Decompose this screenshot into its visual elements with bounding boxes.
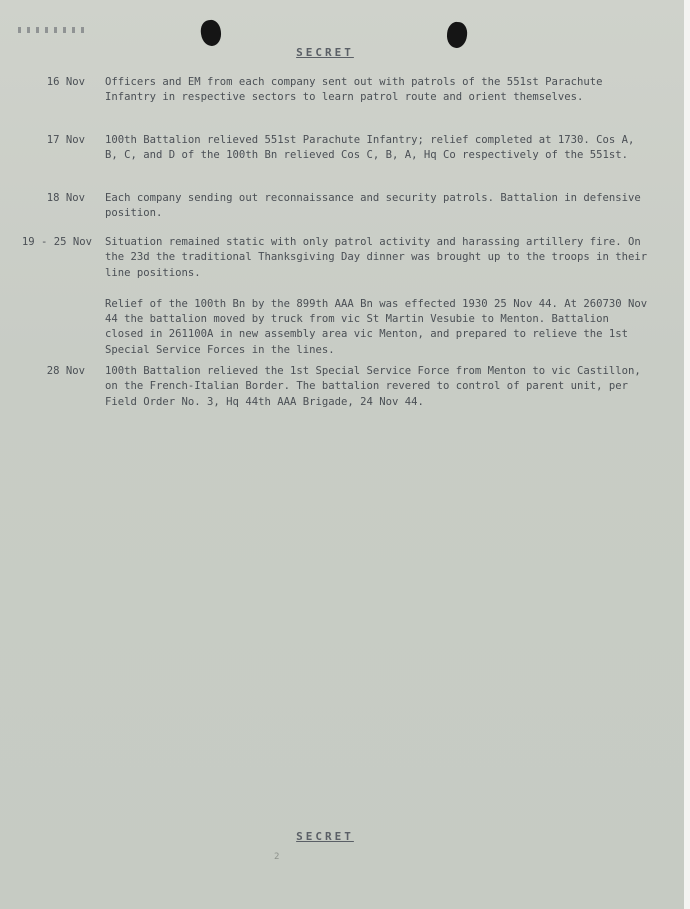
entry-date: 18 Nov [46,192,85,204]
entry-paragraph: 100th Battalion relieved 551st Parachute Infantry; relief completed at 1730. Cos A, B, C, and D of the 100th Bn relieved Cos C, B, A, Hq Co respectively of the 551st. [105,134,635,162]
punch-hole-left [199,19,222,48]
entry-date: 16 Nov [46,76,85,88]
entry-date: 28 Nov [46,365,85,377]
entry-paragraph: 100th Battalion relieved the 1st Special Service Force from Menton to vic Castillon, on the French-Italian Border. The battalion revered to control of parent unit, per Field Order No. 3, Hq 44th AAA Brigade, 24 Nov 44. [105,365,641,408]
page-number: 2 [274,852,280,862]
punch-hole-right [446,21,469,49]
page-edge [684,0,690,909]
entry-paragraph: Situation remained static with only patrol activity and harassing artillery fire. On the 23d the traditional Thanksgiving Day dinner was brought up to the troops in their line positions. [105,236,648,279]
entry-text [105,133,650,164]
classification-footer: SECRET [296,830,354,843]
entry-text [105,191,650,222]
classification-header: SECRET [296,46,354,59]
entry-date: 17 Nov [46,134,85,146]
entry-text [105,364,650,410]
entry-paragraph: Relief of the 100th Bn by the 899th AAA Bn was effected 1930 25 Nov 44. At 260730 Nov 44 the battalion moved by truck from vic St Martin Vesubie to Menton. Battalion closed in 261100A in new assembly area vic Menton, and prepared to relieve the 1st Special Service Forces in the lines. [105,297,648,356]
entry-date: 19 - 25 Nov [21,236,92,248]
entry-paragraph: Each company sending out reconnaissance and security patrols. Battalion in defensive position. [105,192,641,220]
entry-paragraph: Officers and EM from each company sent out with patrols of the 551st Parachute Infantry in respective sectors to learn patrol route and orient themselves. [105,76,603,104]
entry-text [105,75,650,106]
ink-smudge [18,27,88,33]
entry-text [105,235,650,358]
